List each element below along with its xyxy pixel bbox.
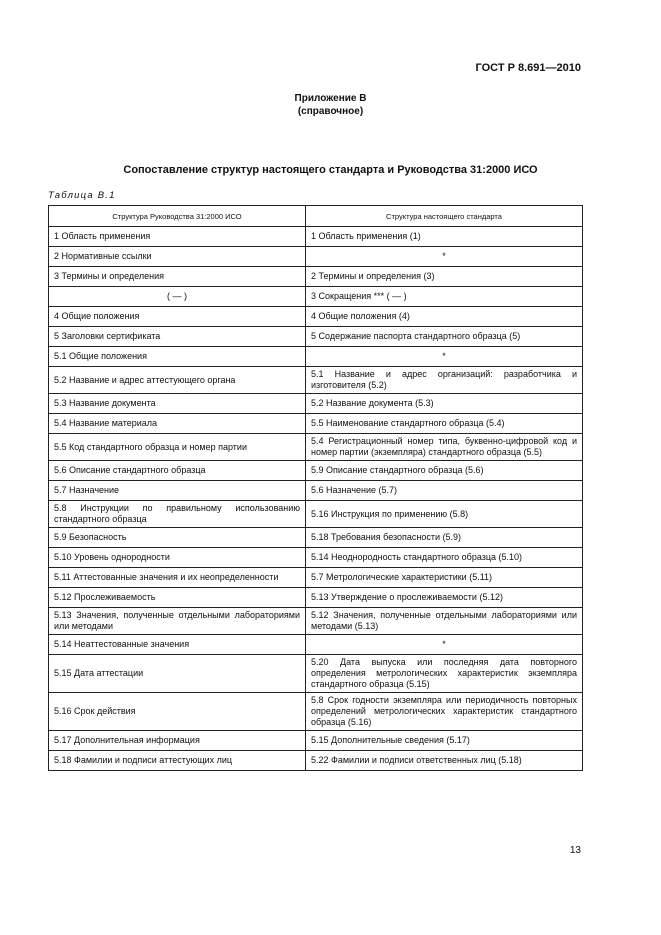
appendix-subtitle: (справочное) [297, 106, 364, 117]
iso-guide-cell: 5.17 Дополнительная информация [49, 731, 306, 751]
standard-cell: 5.9 Описание стандартного образца (5.6) [306, 461, 583, 481]
standard-cell: 5.20 Дата выпуска или последняя дата повторного определения метрологических характеристик экземпляра стандартного образца (5.15) [306, 655, 583, 693]
standard-cell: 5 Содержание паспорта стандартного образца (5) [306, 327, 583, 347]
iso-guide-cell: ( — ) [49, 287, 306, 307]
iso-guide-cell: 5.3 Название документа [49, 394, 306, 414]
table-row [49, 247, 583, 267]
iso-guide-cell: 1 Область применения [49, 227, 306, 247]
standard-cell: 5.18 Требования безопасности (5.9) [306, 528, 583, 548]
table-row [49, 227, 583, 247]
iso-guide-cell: 5.6 Описание стандартного образца [49, 461, 306, 481]
iso-guide-cell: 5.15 Дата аттестации [49, 655, 306, 693]
standard-cell: 5.15 Дополнительные сведения (5.17) [306, 731, 583, 751]
iso-guide-cell: 5.11 Аттестованные значения и их неопределенности [49, 568, 306, 588]
table-row [49, 307, 583, 327]
iso-guide-cell: 5.14 Неаттестованные значения [49, 635, 306, 655]
standard-cell: 5.12 Значения, полученные отдельными лабораториями или методами (5.13) [306, 608, 583, 635]
table-row [49, 751, 583, 771]
table-row [49, 394, 583, 414]
standard-cell: 5.4 Регистрационный номер типа, буквенно-цифровой код и номер партии (экземпляра) стандартного образца (5.5) [306, 434, 583, 461]
table-row [49, 568, 583, 588]
column-header-iso-guide: Структура Руководства 31:2000 ИСО [49, 206, 306, 227]
table-row [49, 367, 583, 394]
standard-cell: 1 Область применения (1) [306, 227, 583, 247]
standard-cell: 5.2 Название документа (5.3) [306, 394, 583, 414]
iso-guide-cell: 5.13 Значения, полученные отдельными лабораториями или методами [49, 608, 306, 635]
document-code: ГОСТ Р 8.691—2010 [475, 62, 581, 74]
iso-guide-cell: 5.2 Название и адрес аттестующего органа [49, 367, 306, 394]
table-row [49, 327, 583, 347]
table-row [49, 731, 583, 751]
standard-cell: 5.14 Неоднородность стандартного образца (5.10) [306, 548, 583, 568]
standard-cell: 5.7 Метрологические характеристики (5.11) [306, 568, 583, 588]
comparison-table [48, 205, 583, 771]
table-row [49, 267, 583, 287]
standard-cell: * [306, 347, 583, 367]
table-row [49, 548, 583, 568]
table-label: Таблица В.1 [48, 190, 116, 201]
iso-guide-cell: 5.4 Название материала [49, 414, 306, 434]
table-row [49, 287, 583, 307]
table-row [49, 588, 583, 608]
iso-guide-cell: 5.10 Уровень однородности [49, 548, 306, 568]
table-row [49, 501, 583, 528]
iso-guide-cell: 5.7 Назначение [49, 481, 306, 501]
appendix-title: Приложение В [294, 93, 367, 104]
table-row [49, 635, 583, 655]
iso-guide-cell: 5.9 Безопасность [49, 528, 306, 548]
table-header-row [49, 206, 583, 227]
table-row [49, 608, 583, 635]
iso-guide-cell: 5 Заголовки сертификата [49, 327, 306, 347]
standard-cell: * [306, 635, 583, 655]
standard-cell: 5.5 Наименование стандартного образца (5.4) [306, 414, 583, 434]
iso-guide-cell: 5.5 Код стандартного образца и номер партии [49, 434, 306, 461]
table-row [49, 434, 583, 461]
table-row [49, 414, 583, 434]
column-header-this-standard: Структура настоящего стандарта [306, 206, 583, 227]
iso-guide-cell: 5.18 Фамилии и подписи аттестующих лиц [49, 751, 306, 771]
standard-cell: 5.1 Название и адрес организаций: разработчика и изготовителя (5.2) [306, 367, 583, 394]
table-row [49, 481, 583, 501]
iso-guide-cell: 5.16 Срок действия [49, 693, 306, 731]
iso-guide-cell: 2 Нормативные ссылки [49, 247, 306, 267]
appendix-heading [0, 92, 661, 118]
standard-cell: 2 Термины и определения (3) [306, 267, 583, 287]
standard-cell: 3 Сокращения *** ( — ) [306, 287, 583, 307]
standard-cell: * [306, 247, 583, 267]
iso-guide-cell: 5.12 Прослеживаемость [49, 588, 306, 608]
standard-cell: 5.16 Инструкция по применению (5.8) [306, 501, 583, 528]
table-body [49, 227, 583, 771]
standard-cell: 5.8 Срок годности экземпляра или периодичность повторных определений метрологических характеристик стандартного образца (5.16) [306, 693, 583, 731]
page-number: 13 [569, 845, 581, 856]
table-row [49, 528, 583, 548]
iso-guide-cell: 5.1 Общие положения [49, 347, 306, 367]
table-row [49, 461, 583, 481]
iso-guide-cell: 3 Термины и определения [49, 267, 306, 287]
iso-guide-cell: 4 Общие положения [49, 307, 306, 327]
iso-guide-cell: 5.8 Инструкции по правильному использованию стандартного образца [49, 501, 306, 528]
table-row [49, 347, 583, 367]
page-title: Сопоставление структур настоящего стандарта и Руководства 31:2000 ИСО [123, 164, 538, 176]
standard-cell: 5.13 Утверждение о прослеживаемости (5.12) [306, 588, 583, 608]
standard-cell: 5.6 Назначение (5.7) [306, 481, 583, 501]
standard-cell: 5.22 Фамилии и подписи ответственных лиц (5.18) [306, 751, 583, 771]
table-row [49, 655, 583, 693]
table-row [49, 693, 583, 731]
standard-cell: 4 Общие положения (4) [306, 307, 583, 327]
